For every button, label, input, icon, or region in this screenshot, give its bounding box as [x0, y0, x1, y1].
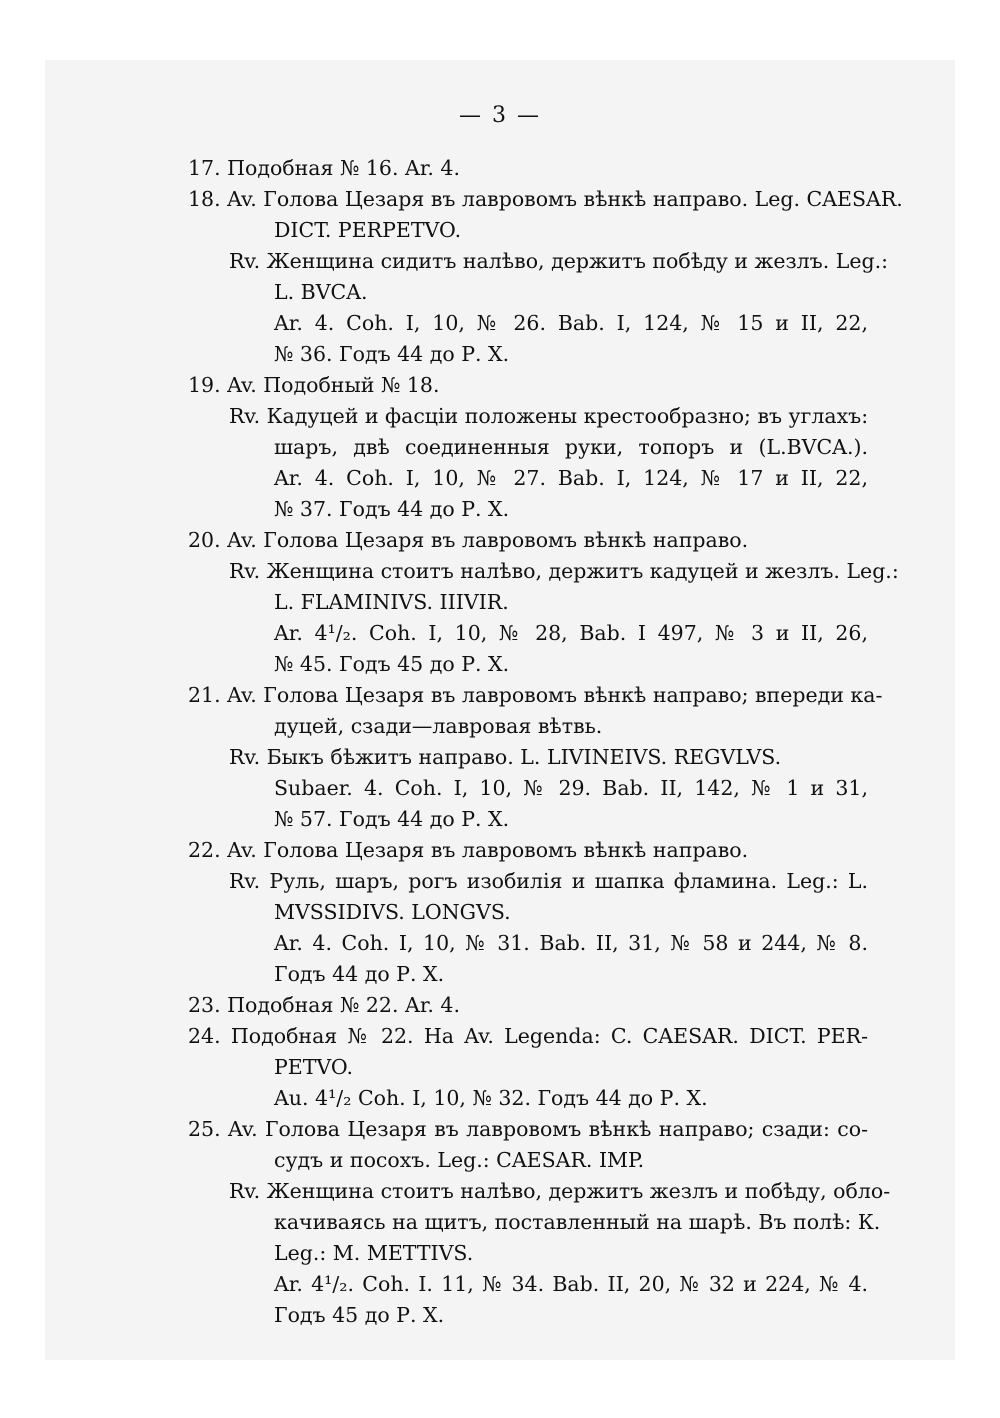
text-line: L. FLAMINIVS. IIIVIR. [274, 590, 509, 614]
text-line: Au. 4¹/₂ Coh. I, 10, № 32. Годъ 44 до Р. Х. [274, 1086, 708, 1110]
text-line: 18. Av. Голова Цезаря въ лавровомъ вѣнкѣ направо. Leg. CAESAR. [188, 187, 903, 211]
text-line: 17. Подобная № 16. Ar. 4. [188, 156, 460, 180]
text-line: Годъ 44 до Р. Х. [274, 962, 445, 986]
text-line: DICT. PERPETVO. [274, 218, 462, 242]
text-line: 24. Подобная № 22. На Av. Legenda: C. CAESAR. DICT. PER- [188, 1024, 868, 1048]
text-line: № 57. Годъ 44 до Р. Х. [274, 807, 510, 831]
text-line: 23. Подобная № 22. Ar. 4. [188, 993, 460, 1017]
text-line: 22. Av. Голова Цезаря въ лавровомъ вѣнкѣ направо. [188, 838, 749, 862]
text-line: № 36. Годъ 44 до Р. Х. [274, 342, 510, 366]
text-line: Rv. Женщина стоитъ налѣво, держитъ жезлъ и побѣду, обло- [229, 1179, 891, 1203]
text-line: Годъ 45 до Р. Х. [274, 1303, 445, 1327]
text-line: Ar. 4. Coh. I, 10, № 31. Bab. II, 31, № 58 и 244, № 8. [274, 931, 868, 955]
text-line: PETVO. [274, 1055, 353, 1079]
text-line: Leg.: M. METTIVS. [274, 1241, 474, 1265]
page-number: — 3 — [459, 103, 541, 128]
text-line: Rv. Женщина сидитъ налѣво, держитъ побѣду и жезлъ. Leg.: [229, 249, 889, 273]
text-line: Rv. Женщина стоитъ налѣво, держитъ кадуцей и жезлъ. Leg.: [229, 559, 899, 583]
text-line: Ar. 4. Coh. I, 10, № 27. Bab. I, 124, № 17 и II, 22, [274, 466, 868, 490]
text-line: качиваясь на щитъ, поставленный на шарѣ. Въ полѣ: К. [274, 1210, 881, 1234]
text-line: Ar. 4. Coh. I, 10, № 26. Bab. I, 124, № 15 и II, 22, [274, 311, 868, 335]
text-line: 19. Av. Подобный № 18. [188, 373, 440, 397]
text-line: шаръ, двѣ соединенныя руки, топоръ и (L.BVCA.). [274, 435, 868, 459]
text-line: Ar. 4¹/₂. Coh. I, 10, № 28, Bab. I 497, № 3 и II, 26, [274, 621, 868, 645]
text-line: № 45. Годъ 45 до Р. Х. [274, 652, 510, 676]
text-line: Ar. 4¹/₂. Coh. I. 11, № 34. Bab. II, 20, № 32 и 224, № 4. [274, 1272, 868, 1296]
text-line: 20. Av. Голова Цезаря въ лавровомъ вѣнкѣ направо. [188, 528, 749, 552]
text-line: Rv. Быкъ бѣжитъ направо. L. LIVINEIVS. REGVLVS. [229, 745, 782, 769]
text-line: № 37. Годъ 44 до Р. Х. [274, 497, 510, 521]
text-line: судъ и посохъ. Leg.: CAESAR. IMP. [274, 1148, 645, 1172]
text-line: дуцей, сзади—лавровая вѣтвь. [274, 714, 603, 738]
text-line: 25. Av. Голова Цезаря въ лавровомъ вѣнкѣ направо; сзади: со- [188, 1117, 868, 1141]
text-line: L. BVCA. [274, 280, 368, 304]
text-line: Rv. Кадуцей и фасціи положены крестообразно; въ углахъ: [229, 404, 869, 428]
text-line: Rv. Руль, шаръ, рогъ изобилія и шапка фламина. Leg.: L. [229, 869, 868, 893]
text-line: MVSSIDIVS. LONGVS. [274, 900, 511, 924]
text-line: 21. Av. Голова Цезаря въ лавровомъ вѣнкѣ направо; впереди ка- [188, 683, 883, 707]
text-line: Subaer. 4. Coh. I, 10, № 29. Bab. II, 142, № 1 и 31, [274, 776, 868, 800]
